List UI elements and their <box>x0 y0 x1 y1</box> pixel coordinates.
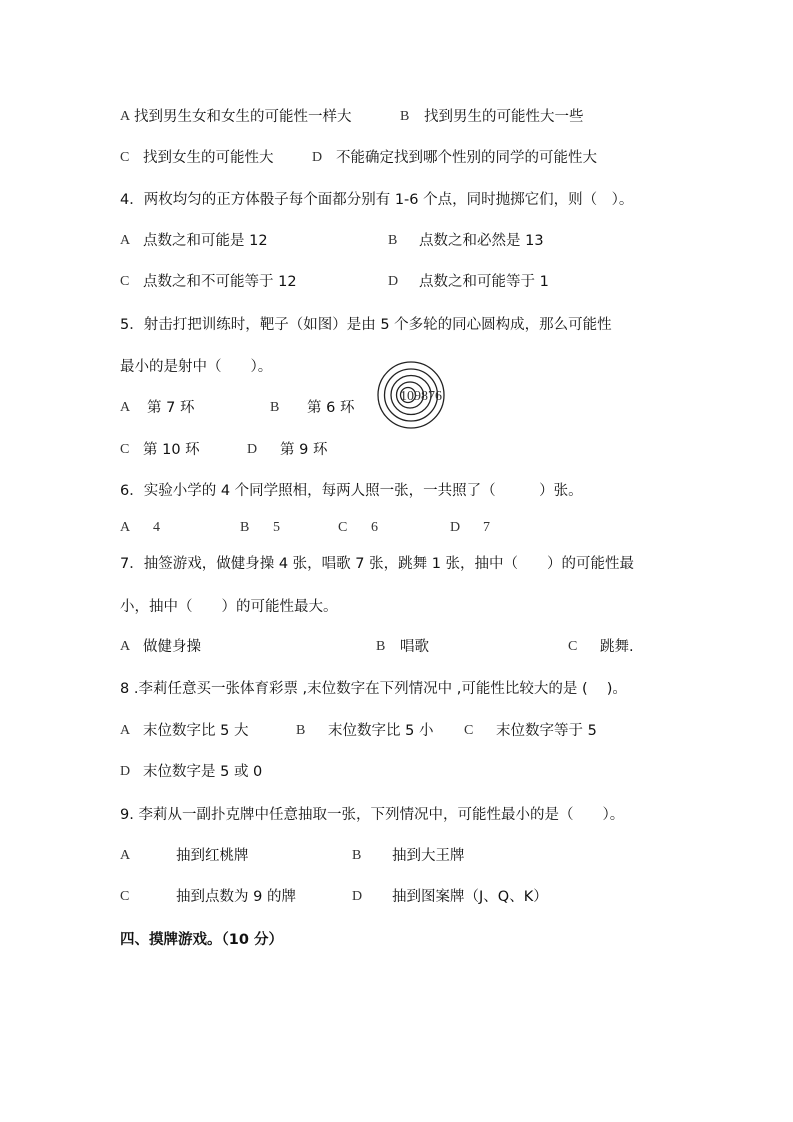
option-letter: D <box>450 520 461 535</box>
option-text: 点数之和不可能等于 12 <box>143 274 297 290</box>
option-text: 末位数字比 5 小 <box>328 723 434 739</box>
question-7-stem-line2: 小，抽中（ ）的可能性最大。 <box>120 599 338 615</box>
question-4-stem: 4．两枚均匀的正方体骰子每个面都分别有 1-6 个点，同时抛掷它们，则（ ）。 <box>120 192 634 208</box>
option-letter: B <box>388 233 398 248</box>
option-letter: C <box>120 889 130 904</box>
option-text: 抽到图案牌（J、Q、K） <box>392 889 548 905</box>
option-text: 找到男生女和女生的可能性一样大 <box>134 109 352 125</box>
option-text: 第 10 环 <box>143 442 200 458</box>
option-text: 抽到红桃牌 <box>176 848 249 864</box>
option-letter: B <box>270 400 280 415</box>
question-8-stem: 8 .李莉任意买一张体育彩票 ,末位数字在下列情况中 ,可能性比较大的是 ( )。 <box>120 681 627 697</box>
option-text: 5 <box>273 520 280 535</box>
option-letter: C <box>464 723 474 738</box>
option-letter: D <box>247 442 258 457</box>
option-letter: B <box>240 520 250 535</box>
option-text: 抽到大王牌 <box>392 848 465 864</box>
option-letter: A <box>120 639 131 654</box>
option-text: 点数之和可能是 12 <box>143 233 268 249</box>
option-letter: A <box>120 520 131 535</box>
target-ring-numbers: 109876 <box>400 389 442 404</box>
option-letter: B <box>352 848 362 863</box>
option-letter: D <box>388 274 399 289</box>
option-text: 末位数字是 5 或 0 <box>143 764 263 780</box>
question-5-stem-line2: 最小的是射中（ ）。 <box>120 359 273 375</box>
option-text: 抽到点数为 9 的牌 <box>176 889 296 905</box>
option-text: 第 9 环 <box>280 442 328 458</box>
question-7-stem-line1: 7．抽签游戏，做健身操 4 张，唱歌 7 张，跳舞 1 张，抽中（ ）的可能性最 <box>120 556 635 572</box>
option-text: 第 6 环 <box>307 400 355 416</box>
option-text: 末位数字等于 5 <box>496 723 597 739</box>
option-text: 6 <box>371 520 378 535</box>
option-text: 找到男生的可能性大一些 <box>424 109 584 125</box>
option-text: 点数之和必然是 13 <box>419 233 544 249</box>
option-letter: C <box>120 442 130 457</box>
option-text: 7 <box>483 520 490 535</box>
option-text: 做健身操 <box>143 639 201 655</box>
option-letter: A <box>120 109 131 124</box>
option-text: 末位数字比 5 大 <box>143 723 249 739</box>
option-letter: B <box>400 109 410 124</box>
option-text: 4 <box>153 520 160 535</box>
option-letter: B <box>296 723 306 738</box>
question-5-stem-line1: 5．射击打把训练时，靶子（如图）是由 5 个多轮的同心圆构成，那么可能性 <box>120 317 612 333</box>
target-rings-figure <box>375 359 451 431</box>
option-letter: C <box>120 274 130 289</box>
option-letter: B <box>376 639 386 654</box>
option-text: 不能确定找到哪个性别的同学的可能性大 <box>336 150 597 166</box>
option-text: 点数之和可能等于 1 <box>419 274 549 290</box>
option-letter: C <box>120 150 130 165</box>
option-text: 找到女生的可能性大 <box>143 150 274 166</box>
question-6-stem: 6．实验小学的 4 个同学照相，每两人照一张，一共照了（ ）张。 <box>120 483 583 499</box>
option-letter: D <box>352 889 363 904</box>
option-letter: D <box>120 764 131 779</box>
option-text: 唱歌 <box>400 639 429 655</box>
option-letter: A <box>120 723 131 738</box>
option-letter: A <box>120 233 131 248</box>
option-letter: A <box>120 848 131 863</box>
option-letter: A <box>120 400 131 415</box>
section-4-heading: 四、摸牌游戏。（10 分） <box>120 932 283 948</box>
question-9-stem: 9. 李莉从一副扑克牌中任意抽取一张，下列情况中，可能性最小的是（ ）。 <box>120 807 625 823</box>
option-letter: D <box>312 150 323 165</box>
option-letter: C <box>338 520 348 535</box>
option-text: 跳舞. <box>600 639 634 655</box>
option-letter: C <box>568 639 578 654</box>
option-text: 第 7 环 <box>147 400 195 416</box>
